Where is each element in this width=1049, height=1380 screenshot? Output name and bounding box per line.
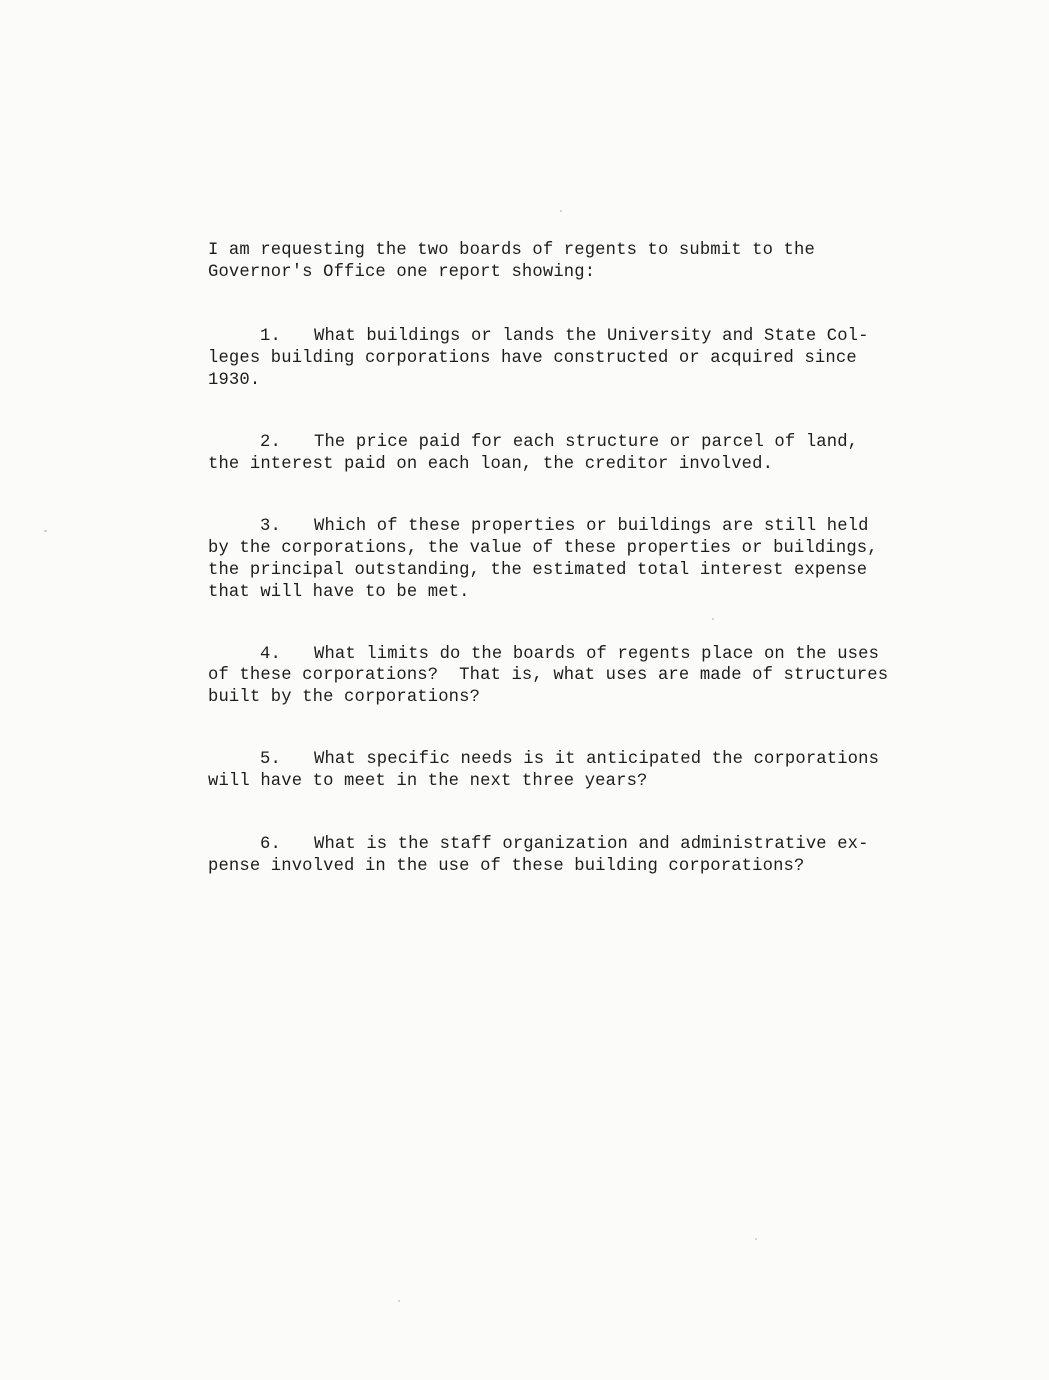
item-4-line-1: What limits do the boards of regents place on the uses: [314, 645, 880, 664]
item-5-line-1: What specific needs is it anticipated the corporations: [314, 750, 880, 769]
intro-line-2: Governor's Office one report showing:: [208, 263, 596, 282]
scan-speck: [398, 1300, 400, 1302]
intro-line-1: I am requesting the two boards of regents to submit to the: [208, 241, 815, 260]
scan-speck: [560, 210, 562, 212]
item-1-line-1: What buildings or lands the University and State Col-: [314, 327, 869, 346]
scan-speck: [44, 530, 47, 532]
item-number-5: 5.: [260, 750, 281, 769]
item-number-2: 2.: [260, 433, 281, 452]
item-5-line-2: will have to meet in the next three years?: [208, 772, 648, 791]
item-6-line-2: pense involved in the use of these building corporations?: [208, 857, 805, 876]
item-4-line-3: built by the corporations?: [208, 688, 481, 707]
item-2-line-2: the interest paid on each loan, the creditor involved.: [208, 455, 774, 474]
item-4-line-2: of these corporations? That is, what uses are made of structures: [208, 666, 889, 685]
item-3-line-3: the principal outstanding, the estimated total interest expense: [208, 561, 868, 580]
item-3-line-4: that will have to be met.: [208, 583, 470, 602]
item-6-line-1: What is the staff organization and administrative ex-: [314, 835, 869, 854]
item-number-3: 3.: [260, 517, 281, 536]
scan-speck: [755, 1238, 757, 1240]
scan-speck: [712, 618, 714, 620]
item-number-1: 1.: [260, 327, 281, 346]
item-number-4: 4.: [260, 645, 281, 664]
item-2-line-1: The price paid for each structure or parcel of land,: [314, 433, 859, 452]
item-3-line-2: by the corporations, the value of these properties or buildings,: [208, 539, 878, 558]
item-1-line-2: leges building corporations have constructed or acquired since: [208, 349, 857, 368]
item-3-line-1: Which of these properties or buildings are still held: [314, 517, 869, 536]
item-1-line-3: 1930.: [208, 371, 261, 390]
item-number-6: 6.: [260, 835, 281, 854]
